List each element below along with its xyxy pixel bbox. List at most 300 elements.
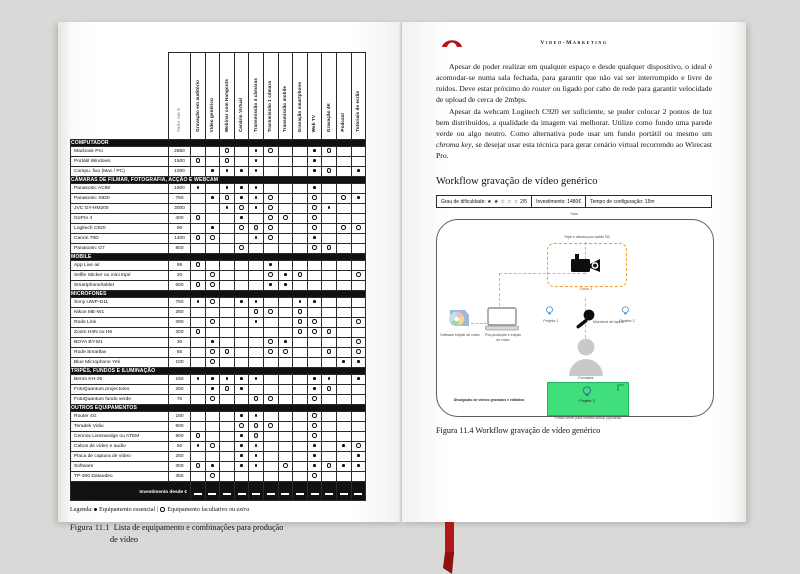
table-row: [71, 194, 366, 204]
row-mark-3: [234, 328, 249, 338]
table-header-label: Webinar com Hangouts: [223, 78, 229, 132]
row-mark-0: [191, 157, 206, 167]
row-mark-10: [336, 452, 351, 462]
row-mark-5: [263, 281, 278, 291]
row-mark-3: [234, 338, 249, 348]
essential-dot-icon: [255, 300, 258, 303]
table-row: [71, 358, 366, 368]
person-icon: [565, 338, 607, 376]
row-mark-8: [307, 298, 322, 308]
essential-dot-icon: [240, 216, 243, 219]
row-mark-6: [278, 214, 293, 224]
table-header-label: Web TV: [311, 114, 317, 132]
total-bar: [252, 493, 260, 495]
optional-ring-icon: [239, 423, 244, 428]
optional-ring-icon: [356, 339, 361, 344]
row-mark-5: [263, 358, 278, 368]
table-header-row: [71, 53, 366, 140]
row-mark-5: [263, 318, 278, 328]
header-spacer: [71, 53, 169, 140]
table-row: [71, 308, 366, 318]
optional-ring-icon: [225, 148, 230, 153]
row-mark-1: [205, 385, 220, 395]
bottom-right-label: Fundo verde para cenário virtual (opcional): [554, 416, 622, 421]
row-value: 100: [169, 358, 191, 368]
row-mark-7: [293, 432, 308, 442]
row-mark-6: [278, 462, 293, 472]
table-header-label: Gravação em auditório: [194, 80, 200, 132]
total-value-3: [234, 482, 249, 501]
table-row: [71, 261, 366, 271]
optional-ring-icon: [196, 215, 201, 220]
optional-ring-icon: [312, 319, 317, 324]
table-row: [71, 271, 366, 281]
optional-ring-icon: [268, 272, 273, 277]
table-row: [71, 385, 366, 395]
row-mark-3: [234, 375, 249, 385]
row-value: 750: [169, 194, 191, 204]
row-mark-10: [336, 167, 351, 177]
row-mark-9: [322, 184, 337, 194]
row-mark-9: [322, 224, 337, 234]
essential-dot-icon: [255, 377, 258, 380]
row-mark-8: [307, 395, 322, 405]
essential-dot-icon: [328, 206, 331, 209]
total-value-0: [191, 482, 206, 501]
row-mark-3: [234, 442, 249, 452]
row-mark-0: [191, 338, 206, 348]
row-mark-9: [322, 261, 337, 271]
optional-ring-icon: [268, 215, 273, 220]
table-section-title: COMPUTADOR: [71, 140, 366, 147]
table-row: [71, 184, 366, 194]
essential-dot-icon: [357, 360, 360, 363]
row-mark-9: [322, 395, 337, 405]
optional-ring-icon: [327, 463, 332, 468]
row-mark-10: [336, 462, 351, 472]
table-row: [71, 452, 366, 462]
table-header-10: [322, 53, 337, 140]
essential-dot-icon: [357, 454, 360, 457]
row-mark-10: [336, 214, 351, 224]
row-mark-10: [336, 234, 351, 244]
row-mark-5: [263, 214, 278, 224]
optional-ring-icon: [312, 225, 317, 230]
optional-ring-icon: [327, 386, 332, 391]
row-mark-7: [293, 281, 308, 291]
right-page: [402, 22, 746, 522]
optional-ring-icon: [210, 319, 215, 324]
optional-ring-icon: [225, 349, 230, 354]
row-mark-7: [293, 412, 308, 422]
optional-ring-icon: [268, 148, 273, 153]
row-mark-1: [205, 318, 220, 328]
row-mark-6: [278, 432, 293, 442]
row-mark-0: [191, 298, 206, 308]
legend-essential-dot-icon: [94, 508, 96, 510]
row-mark-10: [336, 432, 351, 442]
optional-ring-icon: [356, 272, 361, 277]
difficulty-value: 2/5: [520, 198, 528, 205]
row-mark-8: [307, 385, 322, 395]
row-mark-6: [278, 147, 293, 157]
row-value: 300: [169, 328, 191, 338]
row-mark-3: [234, 234, 249, 244]
table-row: [71, 167, 366, 177]
row-mark-8: [307, 338, 322, 348]
row-mark-10: [336, 157, 351, 167]
row-mark-0: [191, 422, 206, 432]
row-mark-5: [263, 375, 278, 385]
total-bar: [208, 493, 216, 495]
row-mark-8: [307, 234, 322, 244]
row-mark-7: [293, 318, 308, 328]
row-mark-9: [322, 412, 337, 422]
row-mark-4: [249, 167, 264, 177]
row-mark-5: [263, 338, 278, 348]
row-mark-2: [220, 298, 235, 308]
row-mark-0: [191, 261, 206, 271]
row-mark-1: [205, 462, 220, 472]
essential-dot-icon: [313, 159, 316, 162]
essential-dot-icon: [284, 273, 287, 276]
row-mark-6: [278, 204, 293, 214]
row-mark-7: [293, 298, 308, 308]
optional-ring-icon: [254, 225, 259, 230]
essential-dot-icon: [240, 387, 243, 390]
row-value: 1900: [169, 184, 191, 194]
essential-dot-icon: [240, 169, 243, 172]
essential-dot-icon: [226, 206, 229, 209]
optional-ring-icon: [225, 158, 230, 163]
row-mark-0: [191, 328, 206, 338]
optional-ring-icon: [327, 168, 332, 173]
row-mark-0: [191, 214, 206, 224]
table-section-title: MOBILE: [71, 254, 366, 261]
row-mark-3: [234, 194, 249, 204]
row-mark-10: [336, 442, 351, 452]
optional-ring-icon: [312, 245, 317, 250]
optional-ring-icon: [196, 463, 201, 468]
essential-dot-icon: [240, 196, 243, 199]
row-mark-3: [234, 358, 249, 368]
row-mark-4: [249, 462, 264, 472]
row-value: 90: [169, 224, 191, 234]
table-header-1: [191, 53, 206, 140]
row-mark-11: [351, 385, 366, 395]
essential-dot-icon: [197, 300, 200, 303]
essential-dot-icon: [211, 387, 214, 390]
row-mark-10: [336, 271, 351, 281]
row-mark-11: [351, 318, 366, 328]
figure-label-right: Figura 11.4: [436, 426, 474, 436]
table-header-12: [351, 53, 366, 140]
row-name: Cabos de vídeo e audio: [71, 442, 169, 452]
row-mark-4: [249, 412, 264, 422]
row-mark-3: [234, 184, 249, 194]
total-bar: [340, 493, 348, 495]
row-mark-0: [191, 375, 206, 385]
essential-dot-icon: [342, 360, 345, 363]
optional-ring-icon: [298, 319, 303, 324]
row-mark-0: [191, 348, 206, 358]
row-mark-0: [191, 412, 206, 422]
row-mark-2: [220, 358, 235, 368]
row-mark-9: [322, 244, 337, 254]
essential-dot-icon: [313, 454, 316, 457]
row-mark-2: [220, 167, 235, 177]
essential-dot-icon: [255, 206, 258, 209]
table-header-label: Tutoriais de ecrãs: [355, 91, 361, 132]
row-mark-0: [191, 462, 206, 472]
row-name: Sony UWP-D11: [71, 298, 169, 308]
optional-ring-icon: [210, 443, 215, 448]
row-mark-8: [307, 358, 322, 368]
table-row: [71, 348, 366, 358]
row-mark-11: [351, 204, 366, 214]
row-name: Router 4G: [71, 412, 169, 422]
optional-ring-icon: [239, 225, 244, 230]
row-mark-9: [322, 194, 337, 204]
row-mark-7: [293, 184, 308, 194]
row-mark-0: [191, 204, 206, 214]
optional-ring-icon: [196, 262, 201, 267]
row-name: Blue Microphone Yeti: [71, 358, 169, 368]
row-mark-7: [293, 338, 308, 348]
optional-ring-icon: [341, 195, 346, 200]
optional-ring-icon: [210, 272, 215, 277]
row-mark-11: [351, 462, 366, 472]
optional-ring-icon: [210, 235, 215, 240]
row-mark-10: [336, 147, 351, 157]
row-mark-5: [263, 298, 278, 308]
row-mark-10: [336, 348, 351, 358]
row-mark-3: [234, 261, 249, 271]
row-mark-7: [293, 422, 308, 432]
row-value: 350: [169, 472, 191, 482]
row-value: 180: [169, 412, 191, 422]
row-mark-6: [278, 472, 293, 482]
row-mark-6: [278, 395, 293, 405]
table-body: [71, 140, 366, 501]
row-mark-11: [351, 184, 366, 194]
row-mark-2: [220, 452, 235, 462]
row-mark-1: [205, 338, 220, 348]
row-mark-11: [351, 375, 366, 385]
optional-ring-icon: [283, 463, 288, 468]
row-mark-4: [249, 452, 264, 462]
row-name: Nikon ME-W1: [71, 308, 169, 318]
table-header-11: [336, 53, 351, 140]
video-editing-software-icon: [445, 304, 471, 330]
row-mark-9: [322, 462, 337, 472]
row-mark-8: [307, 167, 322, 177]
row-mark-7: [293, 385, 308, 395]
optional-ring-icon: [312, 205, 317, 210]
row-mark-7: [293, 358, 308, 368]
row-name: JVC GY-HM200: [71, 204, 169, 214]
optional-ring-icon: [254, 433, 259, 438]
row-mark-4: [249, 147, 264, 157]
row-mark-2: [220, 281, 235, 291]
optional-ring-icon: [312, 396, 317, 401]
row-mark-7: [293, 167, 308, 177]
row-mark-10: [336, 412, 351, 422]
row-mark-4: [249, 271, 264, 281]
optional-ring-icon: [312, 433, 317, 438]
row-name: App Live air: [71, 261, 169, 271]
row-mark-0: [191, 184, 206, 194]
row-mark-7: [293, 462, 308, 472]
row-mark-8: [307, 375, 322, 385]
row-mark-2: [220, 204, 235, 214]
row-mark-6: [278, 318, 293, 328]
row-mark-5: [263, 194, 278, 204]
row-mark-3: [234, 204, 249, 214]
table-header: [71, 53, 366, 140]
row-mark-2: [220, 308, 235, 318]
table-header-label: Valor em €: [176, 108, 182, 132]
row-mark-1: [205, 432, 220, 442]
row-mark-4: [249, 281, 264, 291]
row-mark-6: [278, 261, 293, 271]
essential-dot-icon: [240, 454, 243, 457]
optional-ring-icon: [225, 195, 230, 200]
optional-ring-icon: [225, 386, 230, 391]
row-mark-11: [351, 358, 366, 368]
table-header-9: [307, 53, 322, 140]
essential-dot-icon: [313, 169, 316, 172]
essential-dot-icon: [313, 236, 316, 239]
row-mark-7: [293, 328, 308, 338]
optional-ring-icon: [254, 396, 259, 401]
essential-dot-icon: [211, 464, 214, 467]
paragraph-1: Apesar de poder realizar em qualquer espaço e desde qualquer dispositivo, o ideal é acomodar-se numa sala fechada, para garantir que não vai ser interrompido e livre de ruídos. Deve estar próximo do router ou ligado por cabo de rede para garantir velocidade de upload de cerca de 2mbps.: [436, 62, 712, 104]
row-mark-5: [263, 261, 278, 271]
row-mark-11: [351, 452, 366, 462]
row-mark-7: [293, 214, 308, 224]
row-mark-6: [278, 442, 293, 452]
row-mark-8: [307, 261, 322, 271]
row-mark-4: [249, 328, 264, 338]
laptop-label: Pós-produção e edição de vídeo: [485, 333, 521, 342]
row-mark-4: [249, 395, 264, 405]
row-value: 250: [169, 452, 191, 462]
row-mark-3: [234, 167, 249, 177]
row-mark-1: [205, 395, 220, 405]
row-mark-1: [205, 375, 220, 385]
figure-caption-left: [70, 522, 368, 546]
row-mark-1: [205, 261, 220, 271]
row-mark-1: [205, 147, 220, 157]
total-value-5: [263, 482, 278, 501]
total-bar: [194, 493, 202, 495]
optional-ring-icon: [196, 282, 201, 287]
total-bar: [325, 493, 333, 495]
row-mark-0: [191, 271, 206, 281]
row-mark-8: [307, 442, 322, 452]
essential-dot-icon: [240, 414, 243, 417]
row-mark-2: [220, 234, 235, 244]
row-mark-2: [220, 432, 235, 442]
table-header-5: [249, 53, 264, 140]
row-name: Portátil Windows: [71, 157, 169, 167]
essential-dot-icon: [269, 283, 272, 286]
row-mark-2: [220, 422, 235, 432]
row-mark-10: [336, 204, 351, 214]
row-mark-4: [249, 157, 264, 167]
row-mark-2: [220, 214, 235, 224]
row-mark-2: [220, 395, 235, 405]
essential-dot-icon: [313, 464, 316, 467]
row-mark-7: [293, 442, 308, 452]
difficulty-stars-icon: ★ ★ ☆ ☆ ☆: [487, 198, 519, 205]
essential-dot-icon: [240, 444, 243, 447]
row-mark-4: [249, 442, 264, 452]
figure-caption-left-line2: de vídeo: [110, 534, 138, 544]
row-mark-8: [307, 348, 322, 358]
legend: [70, 507, 368, 513]
row-mark-9: [322, 318, 337, 328]
row-mark-3: [234, 452, 249, 462]
bookmark-ribbon-bottom: [436, 522, 462, 574]
row-mark-9: [322, 338, 337, 348]
essential-dot-icon: [255, 320, 258, 323]
optional-ring-icon: [210, 299, 215, 304]
row-mark-6: [278, 308, 293, 318]
table-header-4: [234, 53, 249, 140]
row-mark-9: [322, 157, 337, 167]
legend-essential-label: Equipamento essencial: [99, 507, 156, 513]
row-mark-1: [205, 244, 220, 254]
essential-dot-icon: [269, 263, 272, 266]
essential-dot-icon: [255, 169, 258, 172]
essential-dot-icon: [357, 196, 360, 199]
row-mark-2: [220, 224, 235, 234]
row-mark-9: [322, 442, 337, 452]
optional-ring-icon: [196, 235, 201, 240]
optional-ring-icon: [312, 413, 317, 418]
row-mark-2: [220, 328, 235, 338]
camcorder-icon: [569, 253, 603, 275]
optional-ring-icon: [268, 339, 273, 344]
table-row: [71, 375, 366, 385]
row-mark-0: [191, 472, 206, 482]
table-section-title: OUTROS EQUIPAMENTOS: [71, 405, 366, 412]
optional-ring-icon: [239, 205, 244, 210]
optional-ring-icon: [268, 423, 273, 428]
optional-ring-icon: [268, 225, 273, 230]
row-mark-1: [205, 214, 220, 224]
row-mark-11: [351, 422, 366, 432]
row-value: 99: [169, 261, 191, 271]
optional-ring-icon: [356, 319, 361, 324]
row-name: Benro KH-25: [71, 375, 169, 385]
row-mark-0: [191, 318, 206, 328]
legend-separator: |: [156, 507, 158, 513]
row-mark-2: [220, 462, 235, 472]
table-header-6: [263, 53, 278, 140]
row-mark-8: [307, 452, 322, 462]
software-label: Software edição de vídeo: [440, 333, 480, 338]
table-row: [71, 412, 366, 422]
row-name: Panasonic X920: [71, 194, 169, 204]
row-name: Logitech C920: [71, 224, 169, 234]
row-mark-8: [307, 204, 322, 214]
left-page-content: [70, 52, 368, 546]
row-mark-9: [322, 298, 337, 308]
table-row: [71, 442, 366, 452]
